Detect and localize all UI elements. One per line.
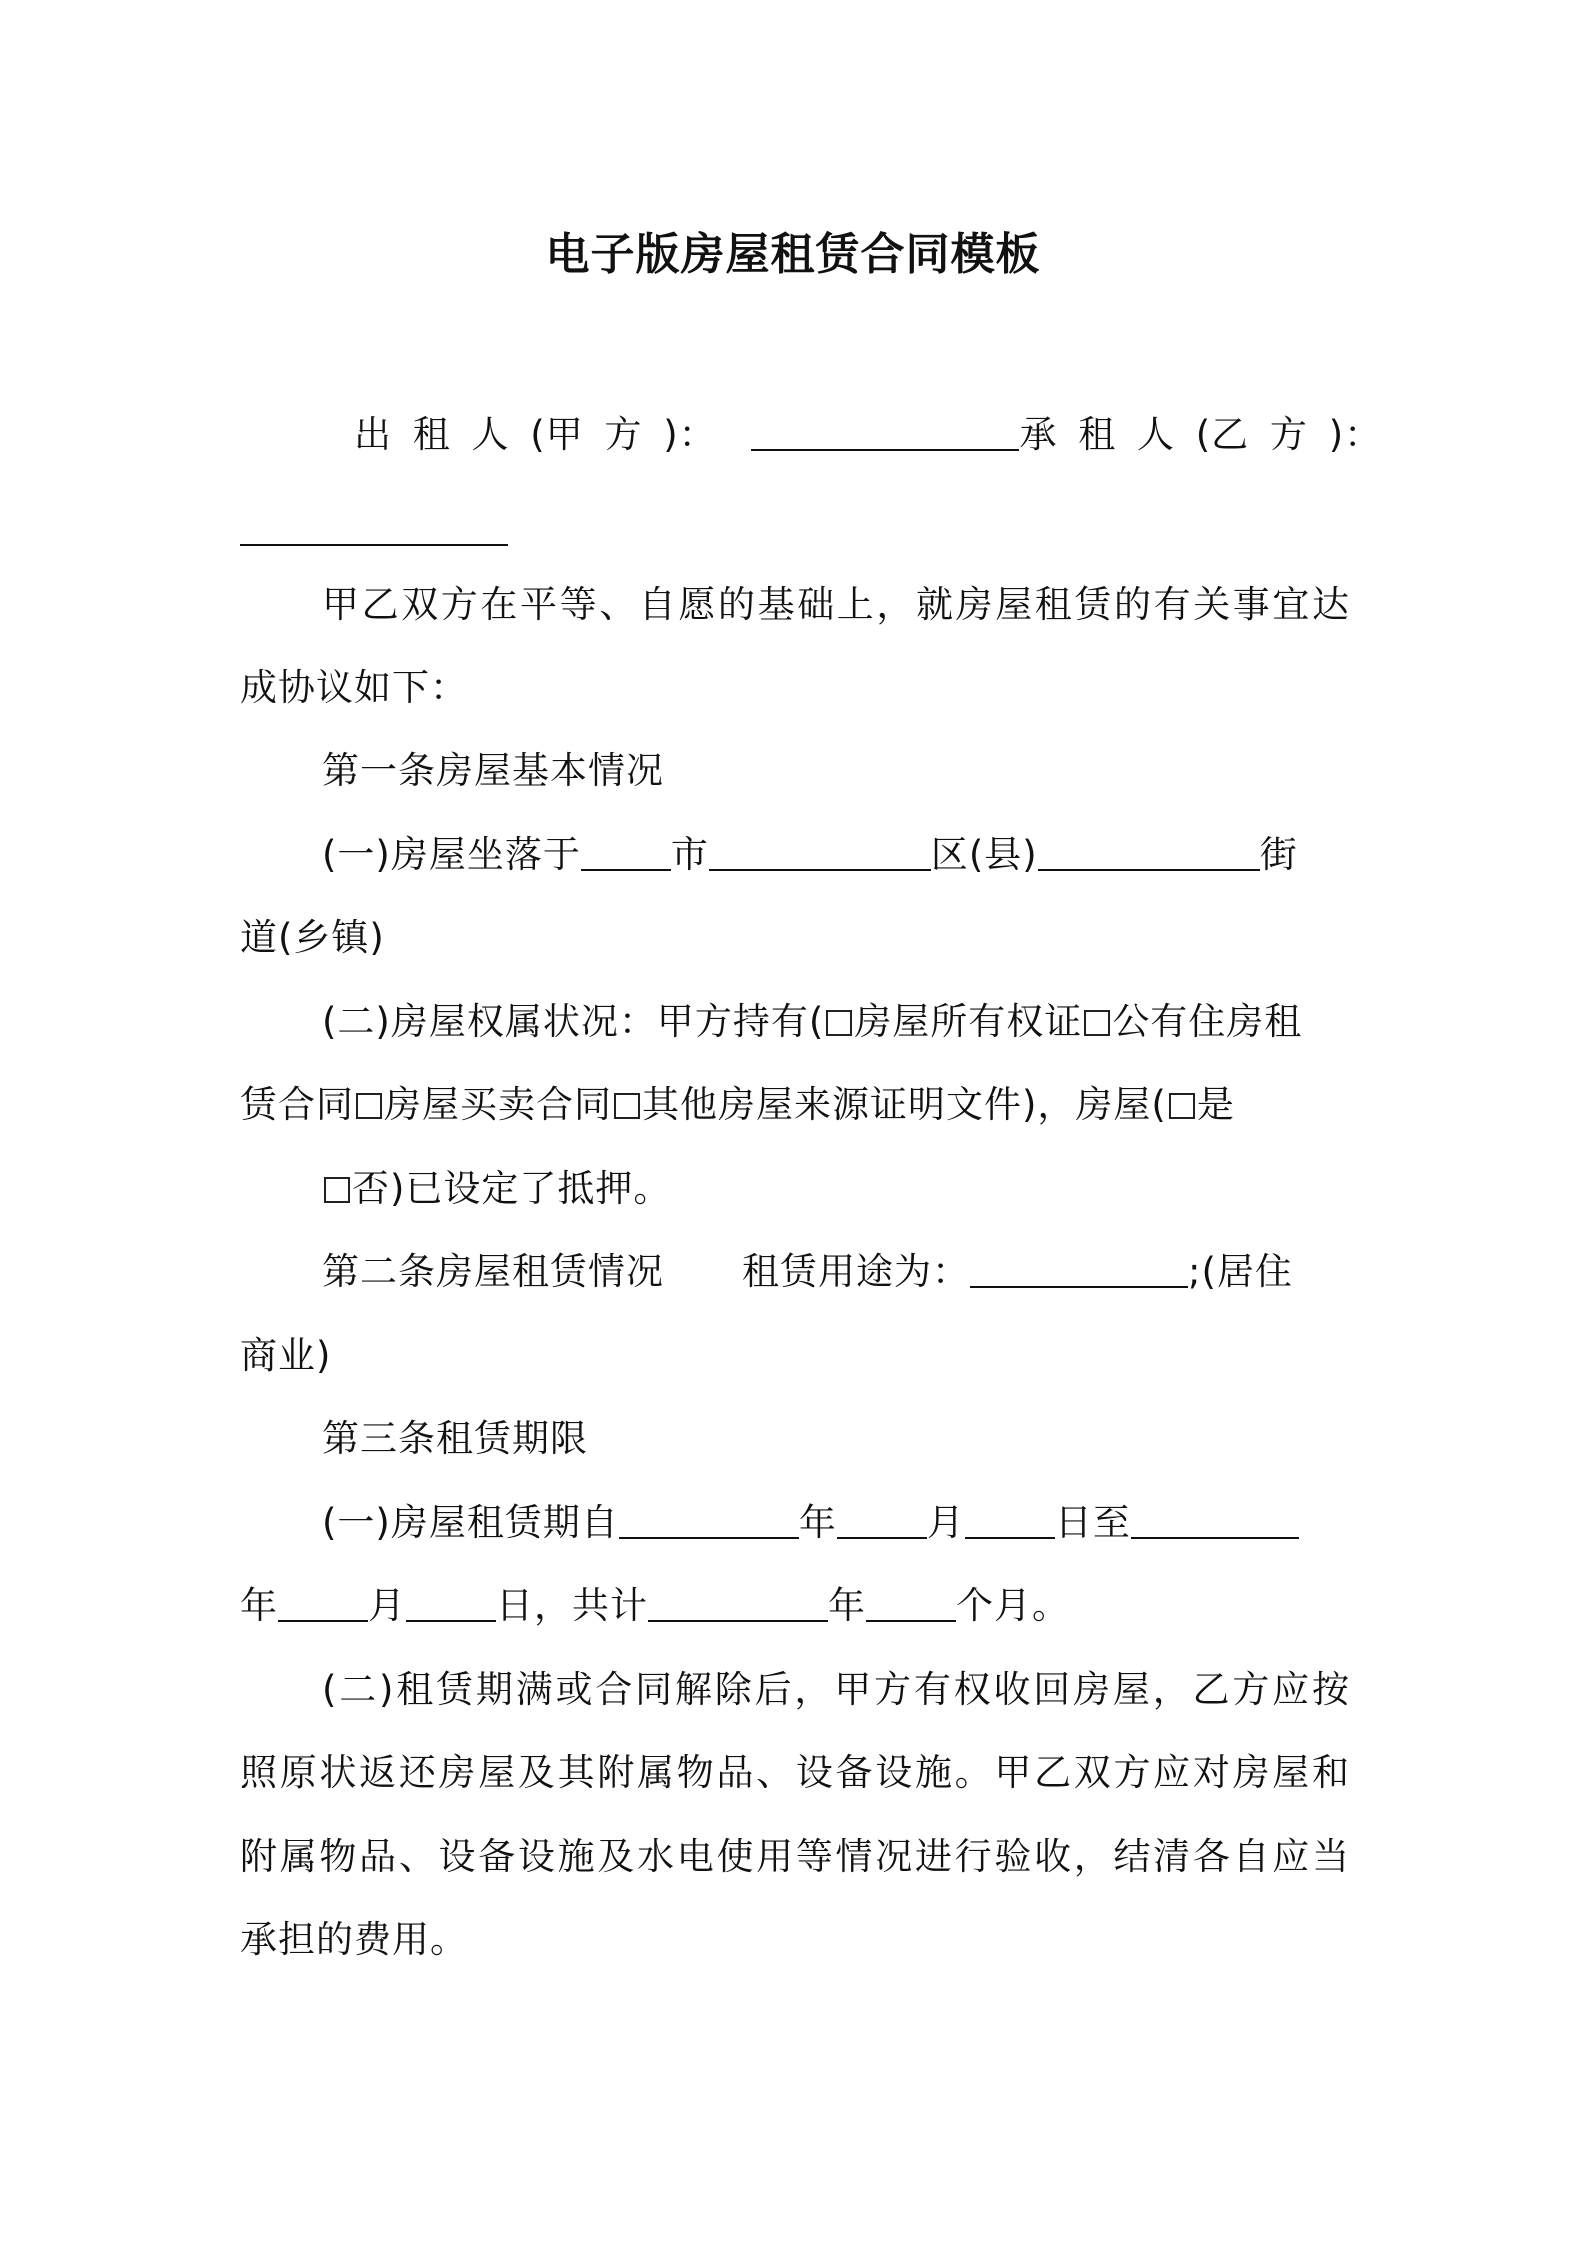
total-months-blank[interactable] xyxy=(866,1584,956,1622)
intro-line-1: 甲乙双方在平等、自愿的基础上，就房屋租赁的有关事宜达 xyxy=(322,583,1350,626)
document-title: 电子版房屋租赁合同模板 xyxy=(545,229,1041,280)
total-years-blank[interactable] xyxy=(648,1584,828,1622)
end-day-blank[interactable] xyxy=(406,1584,496,1622)
start-month-label: 月 xyxy=(926,1501,965,1544)
article1-item2-line3 xyxy=(322,1164,671,1214)
checkbox-mortgage-yes[interactable] xyxy=(1169,1093,1195,1119)
end-month-label: 月 xyxy=(368,1584,406,1627)
option-property-certificate: 房屋所有权证 xyxy=(854,1000,1083,1043)
option-public-housing: 公有住房租 xyxy=(1112,1000,1303,1043)
option-mortgage-no: 否)已设定了抵押。 xyxy=(352,1167,672,1210)
article2-line2: 商业) xyxy=(240,1334,332,1377)
start-day-label: 日至 xyxy=(1054,1501,1131,1544)
street-blank[interactable] xyxy=(1038,833,1260,871)
start-year-label: 年 xyxy=(798,1501,837,1544)
checkbox-other-proof[interactable] xyxy=(614,1093,640,1119)
article3-item2-line2: 照原状返还房屋及其附属物品、设备设施。甲乙双方应对房屋和 xyxy=(240,1751,1350,1794)
start-year-blank[interactable] xyxy=(619,1501,799,1539)
end-year-blank[interactable] xyxy=(1131,1501,1299,1539)
lessee-line xyxy=(240,505,508,555)
usage-blank[interactable] xyxy=(970,1250,1188,1288)
term-prefix: (一)房屋租赁期自 xyxy=(322,1501,619,1544)
total-months-label: 个月。 xyxy=(956,1584,1070,1627)
article3-item2-line1: (二)租赁期满或合同解除后，甲方有权收回房屋，乙方应按 xyxy=(322,1668,1350,1711)
option-sale-contract: 房屋买卖合同 xyxy=(384,1083,612,1126)
end-day-label: 日，共计 xyxy=(496,1584,648,1627)
start-day-blank[interactable] xyxy=(965,1501,1055,1539)
article3-item1-line2 xyxy=(240,1581,1070,1631)
start-month-blank[interactable] xyxy=(837,1501,927,1539)
total-years-label: 年 xyxy=(828,1584,866,1627)
article1-item1-line2: 道(乡镇) xyxy=(240,916,385,959)
option-public-housing-cont: 赁合同 xyxy=(240,1083,354,1126)
option-other-proof: 其他房屋来源证明文件)，房屋( xyxy=(642,1083,1167,1126)
city-blank[interactable] xyxy=(581,833,671,871)
checkbox-public-housing[interactable] xyxy=(1084,1010,1110,1036)
article3-item2-line4: 承担的费用。 xyxy=(240,1918,468,1961)
article3-item1-line1 xyxy=(322,1498,1299,1548)
option-mortgage-yes: 是 xyxy=(1196,1083,1235,1126)
lessor-label: 出 租 人 (甲 方 )： xyxy=(354,413,717,456)
checkbox-property-certificate[interactable] xyxy=(826,1010,852,1036)
district-blank[interactable] xyxy=(709,833,931,871)
article1-heading: 第一条房屋基本情况 xyxy=(322,749,664,792)
lessor-blank[interactable] xyxy=(751,413,1019,451)
article1-item2-line1 xyxy=(322,997,1302,1047)
article1-item2-line2 xyxy=(240,1080,1235,1130)
ownership-prefix: (二)房屋权属状况：甲方持有( xyxy=(322,1000,825,1043)
lessee-label: 承 租 人 (乙 方 )： xyxy=(1019,413,1383,456)
article2-heading: 第二条房屋租赁情况 xyxy=(322,1250,664,1293)
city-label: 市 xyxy=(670,833,709,876)
article1-item1-line1 xyxy=(322,830,1298,880)
article3-item2-line3: 附属物品、设备设施及水电使用等情况进行验收，结清各自应当 xyxy=(240,1835,1350,1878)
usage-label: 租赁用途为： xyxy=(742,1250,970,1293)
end-month-blank[interactable] xyxy=(278,1584,368,1622)
checkbox-sale-contract[interactable] xyxy=(356,1093,382,1119)
usage-suffix: ;(居住 xyxy=(1188,1250,1293,1293)
end-year-label: 年 xyxy=(240,1584,278,1627)
location-prefix: (一)房屋坐落于 xyxy=(322,833,581,876)
intro-line-2: 成协议如下： xyxy=(240,666,468,709)
lessee-blank[interactable] xyxy=(240,508,508,546)
district-label: 区(县) xyxy=(930,833,1038,876)
parties-line xyxy=(354,410,1382,460)
street-label: 街 xyxy=(1259,833,1298,876)
article2-line1 xyxy=(322,1247,1293,1297)
article3-heading: 第三条租赁期限 xyxy=(322,1417,588,1460)
checkbox-mortgage-no[interactable] xyxy=(324,1177,350,1203)
